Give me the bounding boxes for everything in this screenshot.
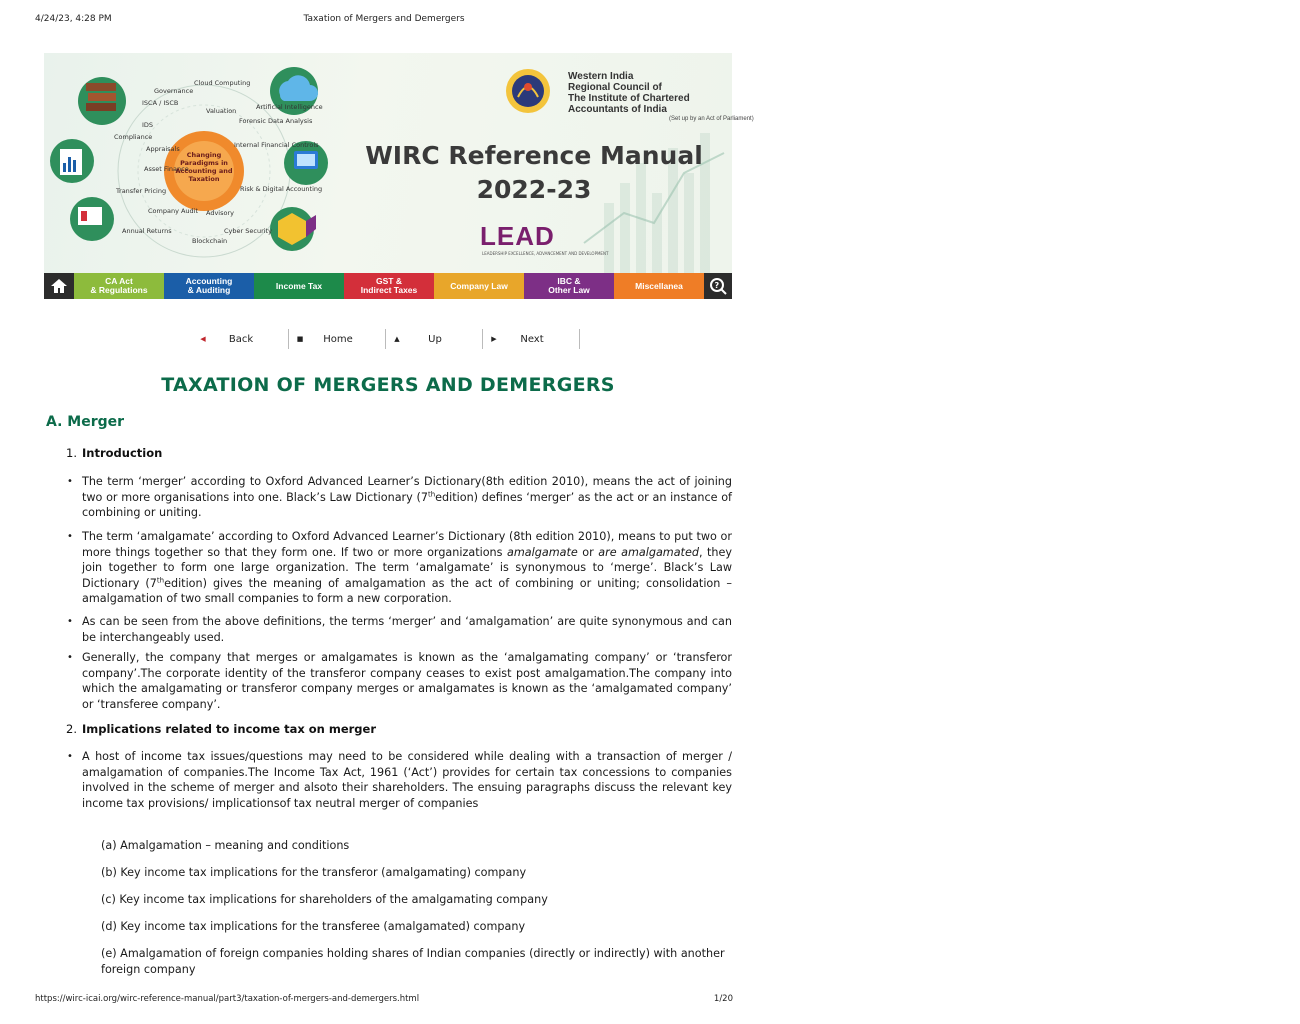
nav-gst[interactable]: GST & Indirect Taxes — [344, 273, 434, 299]
manual-year: 2022-23 — [476, 175, 592, 204]
italic-run: are amalgamated — [598, 545, 699, 559]
ring-label: Compliance — [114, 133, 153, 141]
bullet-paragraph: • As can be seen from the above definitions, the terms ‘merger’ and ‘amalgamation’ are quite synonymous and can be interchangeably used. — [82, 614, 732, 645]
text-run: or — [577, 545, 599, 559]
nav-miscellanea[interactable]: Miscellanea — [614, 273, 704, 299]
home-label: Home — [323, 333, 353, 345]
icai-logo-icon — [506, 69, 550, 113]
up-arrow-icon: ▲ — [394, 335, 400, 343]
back-button[interactable] — [192, 329, 288, 349]
center-bubble-text: Changing Paradigms in Accounting and Taxation — [175, 151, 233, 183]
lead-tagline: LEADERSHIP EXCELLENCE, ADVANCEMENT AND DEVELOPMENT — [482, 251, 609, 256]
heading-number: 2. — [66, 722, 77, 736]
home-square-icon: ■ — [296, 335, 304, 343]
svg-text:?: ? — [714, 281, 720, 290]
section-heading: A. Merger — [46, 414, 125, 430]
ring-label: Internal Financial Controls — [234, 141, 319, 149]
numbered-heading — [66, 446, 162, 460]
print-footer — [35, 994, 733, 1008]
sub-item: (e) Amalgamation of foreign companies holding shares of Indian companies (directly or indirectly) with another foreign company — [101, 947, 725, 976]
sub-item: (a) Amalgamation – meaning and conditions — [101, 839, 350, 852]
page-navigation — [192, 329, 582, 349]
next-arrow-icon: ▶ — [491, 335, 497, 343]
ring-label: Governance — [154, 87, 194, 95]
up-button[interactable] — [386, 329, 482, 349]
main-nav — [44, 273, 732, 299]
manual-title-text: WIRC Reference Manual — [365, 141, 703, 170]
text-run: The term ‘merger’ according to Oxford Advanced Learner’s Dictionary(8th edition 2010), means the act of joining two or more organisations into one. Black’s Law Dictionary (7 — [82, 475, 732, 504]
wirc-banner — [44, 53, 754, 273]
home-button[interactable] — [289, 329, 385, 349]
ring-label: Advisory — [206, 209, 234, 217]
search-help-icon — [708, 277, 728, 295]
sub-item: (b) Key income tax implications for the transferor (amalgamating) company — [101, 866, 527, 879]
ring-label: Cyber Security — [224, 227, 272, 235]
nav-company-law[interactable]: Company Law — [434, 273, 524, 299]
superscript: th — [427, 489, 436, 498]
ring-label: Appraisals — [146, 145, 180, 153]
nav-income-tax[interactable]: Income Tax — [254, 273, 344, 299]
council-line: The Institute of Chartered — [568, 93, 690, 104]
ring-label: Risk & Digital Accounting — [240, 185, 323, 193]
text-run: The term ‘amalgamate’ according to Oxford Advanced Learner’s Dictionary (8th edition 2010), means to put two or more things together so that they form one. If two or more organizations — [82, 530, 732, 559]
up-label: Up — [428, 333, 442, 345]
bullet-paragraph: • Generally, the company that merges or amalgamates is known as the ‘amalgamating company’ or ‘transferor company’.The corporate identity of the transferor company ceases to exist post amalgamation.The company into which the amalgamating or transferor company merges or amalgamates is known as the ‘amalgamated company’ or ‘transferee company’. — [82, 650, 732, 712]
next-button[interactable] — [483, 329, 579, 349]
heading-number: 1. — [66, 446, 77, 460]
home-icon — [50, 278, 68, 294]
council-line: Western India — [568, 71, 634, 82]
print-datetime: 4/24/23, 4:28 PM — [35, 14, 112, 24]
ring-label: ISCA / ISCB — [142, 99, 179, 107]
superscript: th — [156, 576, 165, 585]
nav-ibc[interactable]: IBC & Other Law — [524, 273, 614, 299]
ring-label: Company Audit — [148, 207, 199, 215]
council-name — [568, 71, 754, 122]
ring-label: Transfer Pricing — [116, 187, 167, 195]
next-label: Next — [520, 333, 544, 345]
ring-label: IDS — [142, 121, 154, 129]
print-header — [35, 14, 733, 28]
council-sub: (Set up by an Act of Parliament) — [669, 116, 754, 122]
page-title: TAXATION OF MERGERS AND DEMERGERS — [161, 374, 615, 396]
ring-label: Asset Finance — [144, 165, 189, 173]
sub-item: (c) Key income tax implications for shareholders of the amalgamating company — [101, 893, 548, 906]
print-title: Taxation of Mergers and Demergers — [303, 14, 465, 24]
lead-logo: LEAD — [480, 221, 555, 251]
ring-label: Blockchain — [192, 237, 228, 245]
nav-ca-act[interactable]: CA Act & Regulations — [74, 273, 164, 299]
print-page-number: 1/20 — [713, 994, 733, 1004]
nav-accounting[interactable]: Accounting & Auditing — [164, 273, 254, 299]
numbered-heading — [66, 722, 376, 736]
council-line: Regional Council of — [568, 82, 662, 93]
ring-label: Cloud Computing — [194, 79, 251, 87]
back-label: Back — [228, 333, 254, 345]
bullet-paragraph: • A host of income tax issues/questions may need to be considered while dealing with a transaction of merger / amalgamation of companies.The Income Tax Act, 1961 (‘Act’) provides for certain tax concessions to companies involved in the scheme of merger and alsoto their shareholders. The ensuing paragraphs discuss the relevant key income tax provisions/ implicationsof tax neutral merger of companies — [82, 749, 732, 811]
text-run: edition) gives the meaning of amalgamation as the act of combining or uniting; consolidation – amalgamation of two small companies to form a new corporation. — [82, 576, 732, 606]
ring-label: Annual Returns — [122, 227, 172, 235]
ring-label: Valuation — [206, 107, 237, 115]
pager-divider — [579, 329, 580, 349]
ring-label: Artificial Intelligence — [256, 103, 323, 111]
text-run: , they join together to form one large organization. The term ‘amalgamate’ is synonymous to ‘merge’. Black’s Law Dictionary (7 — [82, 545, 733, 590]
council-line: Accountants of India — [568, 104, 667, 115]
italic-run: amalgamate — [507, 545, 578, 559]
sub-item: (d) Key income tax implications for the transferee (amalgamated) company — [101, 920, 526, 933]
manual-title — [356, 139, 712, 207]
print-url: https://wirc-icai.org/wirc-reference-manual/part3/taxation-of-mergers-and-demergers.html — [35, 994, 420, 1004]
back-arrow-icon: ◀ — [200, 335, 206, 343]
home-nav-button[interactable] — [44, 273, 74, 299]
heading-label: Implications related to income tax on merger — [82, 722, 376, 736]
text-run: edition) defines ‘merger’ as the act or an instance of combining or uniting. — [82, 490, 732, 520]
heading-label: Introduction — [82, 446, 163, 460]
bullet-paragraph — [82, 474, 732, 521]
ring-label: Forensic Data Analysis — [239, 117, 313, 125]
bullet-paragraph — [82, 529, 732, 607]
search-help-button[interactable] — [704, 273, 732, 299]
